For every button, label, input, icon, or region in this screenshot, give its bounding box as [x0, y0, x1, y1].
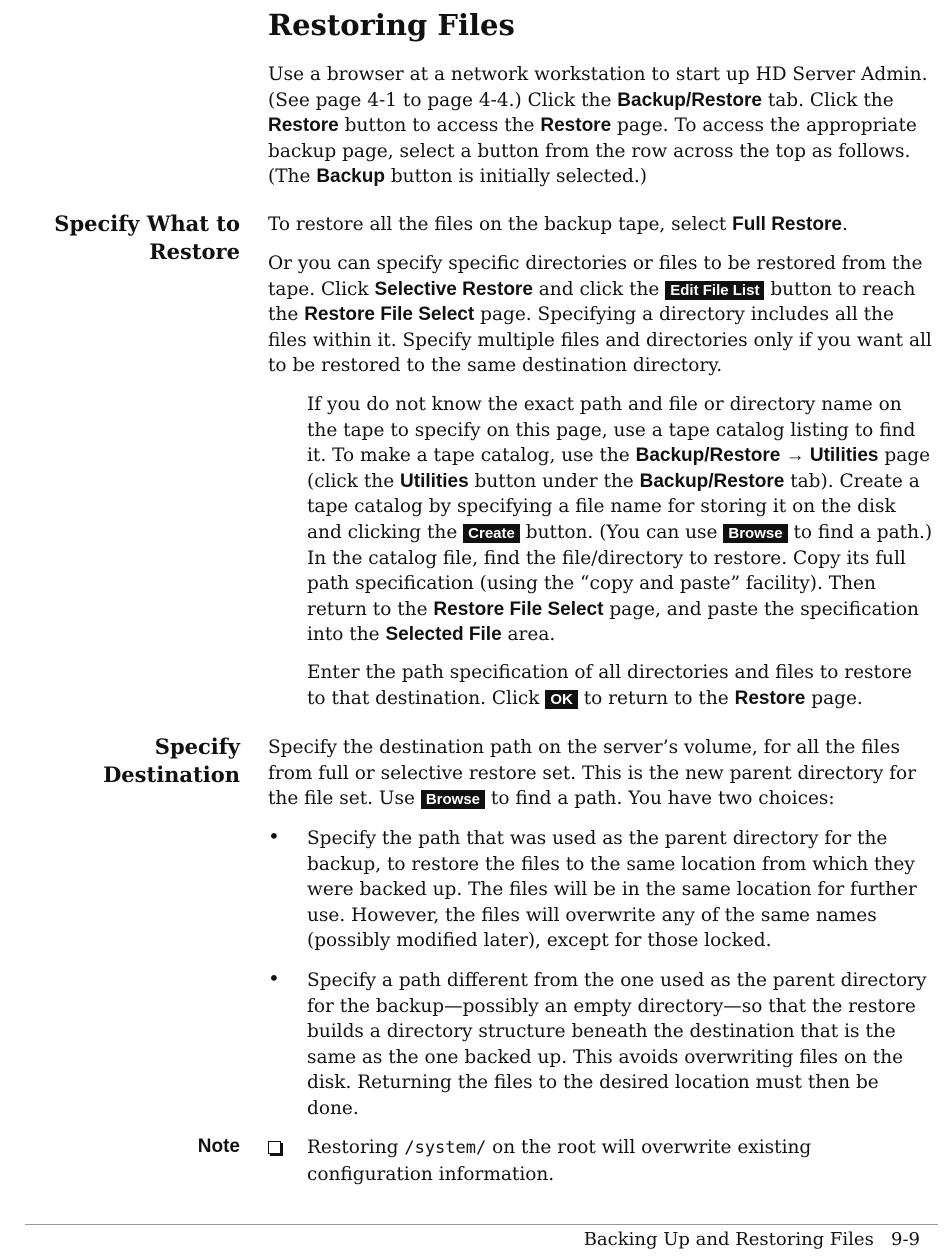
browse-button-ref: Browse	[723, 524, 787, 543]
bullet-marker: •	[268, 824, 280, 848]
ok-button-ref: OK	[545, 690, 578, 709]
path-spec-paragraph: Enter the path specification of all directories and files to restore to that destination. Click OK to return to the Restore page.	[307, 662, 912, 709]
destination-paragraph: Specify the destination path on the server’s volume, for all the files from full or selective restore set. This is the new parent directory for the file set. Use Browse to find a path. You have two choices:	[268, 737, 917, 810]
full-restore-paragraph: To restore all the files on the backup tape, select Full Restore.	[268, 214, 848, 235]
footer-page-number: 9-9	[891, 1229, 920, 1250]
selective-restore-paragraph: Or you can specify specific directories or files to be restored from the tape. Click Selective Restore and click the Edit File List button to reach the Restore File Select page. Specifying a directory includes all the files within it. Specify multiple files and directories only if you want all to be restored to the same destination directory.	[268, 253, 932, 377]
page-footer	[584, 1229, 920, 1250]
edit-file-list-button-ref: Edit File List	[665, 281, 764, 300]
footer-chapter: Backing Up and Restoring Files	[583, 1229, 874, 1250]
footer-divider	[25, 1224, 938, 1225]
bullet-marker: •	[268, 966, 280, 990]
note-label: Note	[197, 1136, 240, 1157]
note-text: Restoring /system/ on the root will overwrite existing configuration information.	[307, 1137, 812, 1185]
section-heading-destination: Specify Destination	[103, 734, 240, 787]
bullet-same-location: Specify the path that was used as the parent directory for the backup, to restore the files to the same location from which they were backed up. The files will be in the same location for further use. However, the files will overwrite any of the same names (possibly modified later), except for those locked.	[307, 828, 917, 952]
checkbox-icon	[268, 1141, 281, 1154]
section-heading-what-to-restore: Specify What to Restore	[54, 211, 240, 264]
bullet-different-location: Specify a path different from the one used as the parent directory for the backup—possibly an empty directory—so that the restore builds a directory structure beneath the destination that is the same as the one backed up. This avoids overwriting files on the disk. Returning the files to the desired location must then be done.	[307, 970, 927, 1119]
intro-paragraph: Use a browser at a network workstation to start up HD Server Admin. (See page 4-1 to page 4-4.) Click the Backup/Restore tab. Click the Restore button to access the Restore page. To access the appropriate backup page, select a button from the row across the top as follows. (The Backup button is initially selected.)	[268, 64, 928, 188]
page-title: Restoring Files	[268, 8, 515, 42]
browse-button-ref: Browse	[421, 790, 485, 809]
tape-catalog-paragraph: If you do not know the exact path and file or directory name on the tape to specify on this page, use a tape catalog listing to find it. To make a tape catalog, use the Backup/Restore → Utilities page (click the Utilities button under the Backup/Restore tab). Create a tape catalog by specifying a file name for storing it on the disk and clicking the Create button. (You can use Browse to find a path.) In the catalog file, find the file/directory to restore. Copy its full path specification (using the “copy and paste” facility). Then return to the Restore File Select page, and paste the specification into the Selected File area.	[307, 394, 933, 646]
create-button-ref: Create	[463, 524, 520, 543]
